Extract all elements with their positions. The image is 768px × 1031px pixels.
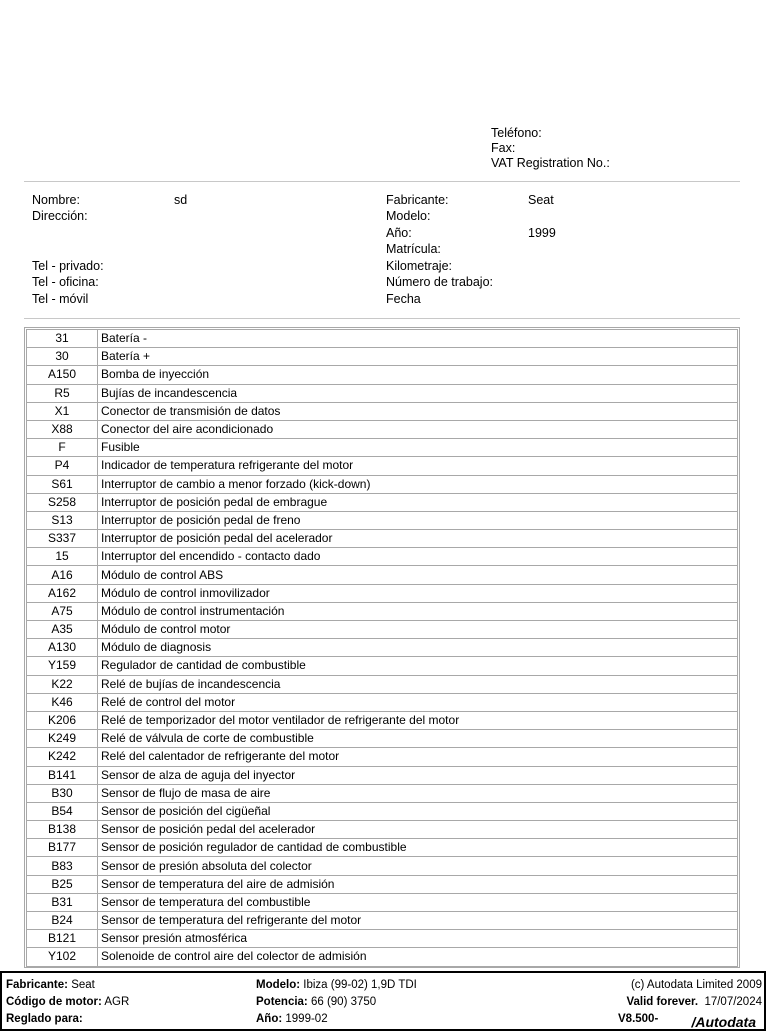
component-code: K22 bbox=[27, 675, 98, 693]
component-name: Sensor de temperatura del refrigerante del motor bbox=[98, 912, 738, 930]
component-name: Interruptor del encendido - contacto dado bbox=[98, 548, 738, 566]
component-code: A150 bbox=[27, 366, 98, 384]
name-value: sd bbox=[174, 193, 188, 207]
phone-label: Teléfono: bbox=[491, 126, 542, 140]
table-row bbox=[27, 730, 738, 748]
component-code: B121 bbox=[27, 930, 98, 948]
table-row bbox=[27, 621, 738, 639]
component-code: Y159 bbox=[27, 657, 98, 675]
component-code: X88 bbox=[27, 420, 98, 438]
table-row bbox=[27, 912, 738, 930]
plate-label: Matrícula: bbox=[386, 242, 441, 256]
tel-mobile-label: Tel - móvil bbox=[32, 292, 89, 306]
footer-year-value: 1999-02 bbox=[285, 1013, 328, 1025]
table-row bbox=[27, 602, 738, 620]
tel-office-label: Tel - oficina: bbox=[32, 275, 99, 289]
components-table-body bbox=[27, 330, 738, 967]
component-name: Bomba de inyección bbox=[98, 366, 738, 384]
component-name: Relé de temporizador del motor ventilador de refrigerante del motor bbox=[98, 711, 738, 729]
component-name: Batería + bbox=[98, 348, 738, 366]
footer-tuned bbox=[6, 1013, 83, 1025]
address-label: Dirección: bbox=[32, 209, 88, 223]
component-code: B54 bbox=[27, 802, 98, 820]
table-row bbox=[27, 639, 738, 657]
footer bbox=[0, 971, 766, 1031]
component-code: B177 bbox=[27, 839, 98, 857]
component-name: Relé de válvula de corte de combustible bbox=[98, 730, 738, 748]
footer-power bbox=[256, 996, 376, 1008]
component-name: Solenoide de control aire del colector de admisión bbox=[98, 948, 738, 966]
footer-maker-value: Seat bbox=[71, 979, 95, 991]
fax-label: Fax: bbox=[491, 141, 516, 155]
table-row bbox=[27, 366, 738, 384]
footer-version: V8.500- bbox=[618, 1013, 659, 1025]
component-name: Conector del aire acondicionado bbox=[98, 420, 738, 438]
component-code: B138 bbox=[27, 821, 98, 839]
component-name: Sensor presión atmosférica bbox=[98, 930, 738, 948]
autodata-logo: /Autodata bbox=[691, 1014, 756, 1030]
date-label: Fecha bbox=[386, 292, 421, 306]
footer-maker-label: Fabricante: bbox=[6, 979, 68, 991]
table-row bbox=[27, 348, 738, 366]
component-code: Y102 bbox=[27, 948, 98, 966]
component-name: Sensor de posición del cigüeñal bbox=[98, 802, 738, 820]
component-name: Bujías de incandescencia bbox=[98, 384, 738, 402]
top-divider bbox=[24, 181, 740, 182]
component-name: Batería - bbox=[98, 330, 738, 348]
component-code: B24 bbox=[27, 912, 98, 930]
component-code: F bbox=[27, 439, 98, 457]
table-row bbox=[27, 584, 738, 602]
table-row bbox=[27, 402, 738, 420]
component-code: A75 bbox=[27, 602, 98, 620]
component-code: K249 bbox=[27, 730, 98, 748]
component-name: Interruptor de cambio a menor forzado (kick-down) bbox=[98, 475, 738, 493]
component-name: Módulo de control instrumentación bbox=[98, 602, 738, 620]
component-code: A35 bbox=[27, 621, 98, 639]
component-name: Regulador de cantidad de combustible bbox=[98, 657, 738, 675]
component-name: Conector de transmisión de datos bbox=[98, 402, 738, 420]
component-code: B141 bbox=[27, 766, 98, 784]
table-row bbox=[27, 493, 738, 511]
component-code: S61 bbox=[27, 475, 98, 493]
component-code: S337 bbox=[27, 530, 98, 548]
table-row bbox=[27, 748, 738, 766]
component-name: Sensor de presión absoluta del colector bbox=[98, 857, 738, 875]
footer-copyright: (c) Autodata Limited 2009 bbox=[630, 979, 762, 991]
footer-valid-date: 17/07/2024 bbox=[704, 996, 762, 1008]
component-code: B83 bbox=[27, 857, 98, 875]
table-row bbox=[27, 439, 738, 457]
component-code: S258 bbox=[27, 493, 98, 511]
footer-power-label: Potencia: bbox=[256, 996, 308, 1008]
component-code: A130 bbox=[27, 639, 98, 657]
table-row bbox=[27, 420, 738, 438]
table-row bbox=[27, 857, 738, 875]
mileage-label: Kilometraje: bbox=[386, 259, 452, 273]
footer-maker bbox=[6, 979, 95, 991]
table-row bbox=[27, 766, 738, 784]
component-code: X1 bbox=[27, 402, 98, 420]
component-name: Interruptor de posición pedal del acelerador bbox=[98, 530, 738, 548]
component-name: Fusible bbox=[98, 439, 738, 457]
footer-year bbox=[256, 1013, 328, 1025]
component-code: A16 bbox=[27, 566, 98, 584]
table-row bbox=[27, 693, 738, 711]
year-label: Año: bbox=[386, 226, 412, 240]
component-name: Sensor de temperatura del combustible bbox=[98, 893, 738, 911]
footer-engine-value: AGR bbox=[104, 996, 130, 1008]
component-name: Relé de control del motor bbox=[98, 693, 738, 711]
component-code: R5 bbox=[27, 384, 98, 402]
table-row bbox=[27, 821, 738, 839]
maker-label: Fabricante: bbox=[386, 193, 449, 207]
footer-power-value: 66 (90) 3750 bbox=[310, 996, 377, 1008]
component-code: 15 bbox=[27, 548, 98, 566]
year-value: 1999 bbox=[528, 226, 556, 240]
contact-block bbox=[491, 126, 610, 171]
table-row bbox=[27, 511, 738, 529]
table-row bbox=[27, 675, 738, 693]
component-code: 31 bbox=[27, 330, 98, 348]
table-row bbox=[27, 930, 738, 948]
footer-model-label: Modelo: bbox=[256, 979, 301, 991]
component-code: S13 bbox=[27, 511, 98, 529]
component-name: Módulo de control inmovilizador bbox=[98, 584, 738, 602]
table-row bbox=[27, 330, 738, 348]
table-row bbox=[27, 457, 738, 475]
name-label: Nombre: bbox=[32, 193, 80, 207]
component-name: Sensor de posición pedal del acelerador bbox=[98, 821, 738, 839]
component-name: Relé del calentador de refrigerante del motor bbox=[98, 748, 738, 766]
table-row bbox=[27, 839, 738, 857]
table-row bbox=[27, 548, 738, 566]
footer-year-label: Año: bbox=[256, 1013, 283, 1025]
job-number-label: Número de trabajo: bbox=[386, 275, 494, 289]
component-code: K46 bbox=[27, 693, 98, 711]
footer-validity bbox=[626, 996, 762, 1008]
component-name: Indicador de temperatura refrigerante del motor bbox=[98, 457, 738, 475]
components-table bbox=[26, 329, 738, 967]
table-row bbox=[27, 893, 738, 911]
table-row bbox=[27, 784, 738, 802]
autodata-logo-text: Autodata bbox=[695, 1014, 756, 1030]
table-row bbox=[27, 802, 738, 820]
component-code: B30 bbox=[27, 784, 98, 802]
tel-private-label: Tel - privado: bbox=[32, 259, 104, 273]
table-row bbox=[27, 384, 738, 402]
component-code: P4 bbox=[27, 457, 98, 475]
footer-engine bbox=[6, 996, 129, 1008]
component-name: Sensor de alza de aguja del inyector bbox=[98, 766, 738, 784]
table-row bbox=[27, 566, 738, 584]
maker-value: Seat bbox=[528, 193, 554, 207]
table-row bbox=[27, 875, 738, 893]
component-name: Sensor de flujo de masa de aire bbox=[98, 784, 738, 802]
vat-label: VAT Registration No.: bbox=[491, 156, 610, 170]
component-name: Módulo de control ABS bbox=[98, 566, 738, 584]
component-code: K242 bbox=[27, 748, 98, 766]
components-table-frame bbox=[24, 327, 740, 968]
footer-valid-label: Valid forever. bbox=[626, 996, 699, 1008]
component-code: A162 bbox=[27, 584, 98, 602]
mid-divider bbox=[24, 318, 740, 319]
component-name: Sensor de posición regulador de cantidad de combustible bbox=[98, 839, 738, 857]
component-name: Interruptor de posición pedal de freno bbox=[98, 511, 738, 529]
table-row bbox=[27, 948, 738, 966]
component-name: Sensor de temperatura del aire de admisión bbox=[98, 875, 738, 893]
footer-model bbox=[256, 979, 417, 991]
table-row bbox=[27, 530, 738, 548]
component-name: Módulo de control motor bbox=[98, 621, 738, 639]
component-code: B25 bbox=[27, 875, 98, 893]
footer-engine-label: Código de motor: bbox=[6, 996, 102, 1008]
component-name: Relé de bujías de incandescencia bbox=[98, 675, 738, 693]
table-row bbox=[27, 475, 738, 493]
model-label: Modelo: bbox=[386, 209, 431, 223]
component-name: Interruptor de posición pedal de embrague bbox=[98, 493, 738, 511]
component-name: Módulo de diagnosis bbox=[98, 639, 738, 657]
component-code: 30 bbox=[27, 348, 98, 366]
footer-tuned-label: Reglado para: bbox=[6, 1013, 83, 1025]
component-code: B31 bbox=[27, 893, 98, 911]
table-row bbox=[27, 711, 738, 729]
component-code: K206 bbox=[27, 711, 98, 729]
table-row bbox=[27, 657, 738, 675]
footer-model-value: Ibiza (99-02) 1,9D TDI bbox=[303, 979, 417, 991]
